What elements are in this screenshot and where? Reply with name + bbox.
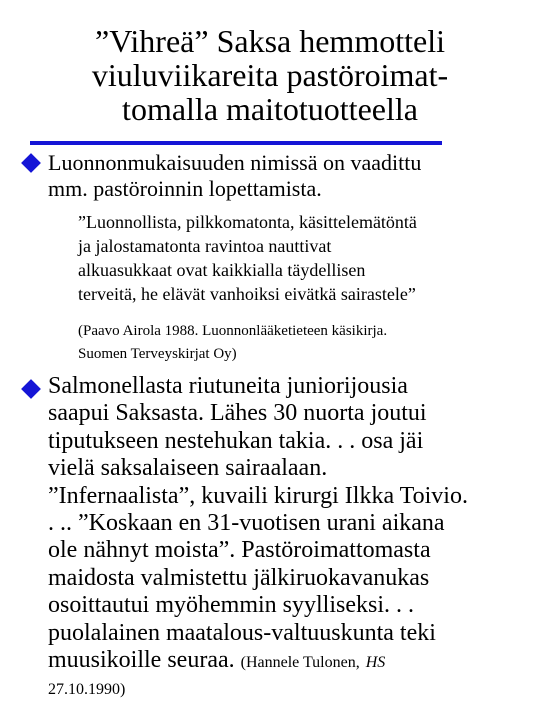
text-line: ”Infernaalista”, kuvaili kirurgi Ilkka Toivio. bbox=[48, 482, 468, 509]
quote-line: terveitä, he elävät vanhoiksi eivätkä sairastele” bbox=[78, 284, 416, 304]
text-line: puolalainen maatalous-valtuuskunta teki bbox=[48, 619, 436, 646]
text-line: saapui Saksasta. Lähes 30 nuorta joutui bbox=[48, 400, 427, 427]
citation-source: HS bbox=[365, 654, 386, 672]
last-line-text: muusikoille seuraa. bbox=[48, 647, 235, 674]
text-line: . .. ”Koskaan en 31-vuotisen urani aikana bbox=[48, 510, 445, 537]
text-line bbox=[48, 647, 538, 676]
text-line: maidosta valmistettu jälkiruokavanukas bbox=[48, 564, 430, 591]
text-line: vielä saksalaiseen sairaalaan. bbox=[48, 455, 328, 482]
text-line: osoittautui myöhemmin syylliseksi. . . bbox=[48, 592, 414, 619]
title-line: viuluviikareita pastöroimat- bbox=[91, 57, 449, 93]
title-line: tomalla maitotuotteella bbox=[122, 91, 418, 127]
text-line: Salmonellasta riutuneita juniorijousia bbox=[48, 373, 408, 399]
text-line: tiputukseen nestehukan takia. . . osa jäi bbox=[48, 427, 424, 454]
bullet-paragraph-1 bbox=[48, 150, 528, 202]
citation-prefix: (Hannele Tulonen, bbox=[240, 654, 360, 672]
quote-line: alkuasukkaat ovat kaikkialla täydellisen bbox=[78, 260, 366, 280]
bullet-paragraph-2 bbox=[48, 373, 538, 704]
airola-quote bbox=[78, 210, 533, 306]
diamond-bullet-icon bbox=[21, 153, 41, 173]
source-line: (Paavo Airola 1988. Luonnonlääketieteen käsikirja. bbox=[78, 323, 388, 339]
text-line: mm. pastöroinnin lopettamista. bbox=[48, 176, 322, 201]
text-line: ole nähnyt moista”. Pastöroimattomasta bbox=[48, 537, 431, 564]
slide-title bbox=[0, 24, 540, 126]
quote-source bbox=[78, 320, 533, 366]
citation-date: 27.10.1990) bbox=[48, 681, 126, 699]
diamond-bullet-icon bbox=[21, 379, 41, 399]
title-line: ”Vihreä” Saksa hemmotteli bbox=[95, 23, 445, 59]
quote-line: ja jalostamatonta ravintoa nauttivat bbox=[78, 236, 332, 256]
title-underline bbox=[30, 141, 442, 145]
source-line: Suomen Terveyskirjat Oy) bbox=[78, 346, 237, 362]
text-line: Luonnonmukaisuuden nimissä on vaadittu bbox=[48, 150, 422, 175]
quote-line: ”Luonnollista, pilkkomatonta, käsittelemätöntä bbox=[78, 212, 417, 232]
